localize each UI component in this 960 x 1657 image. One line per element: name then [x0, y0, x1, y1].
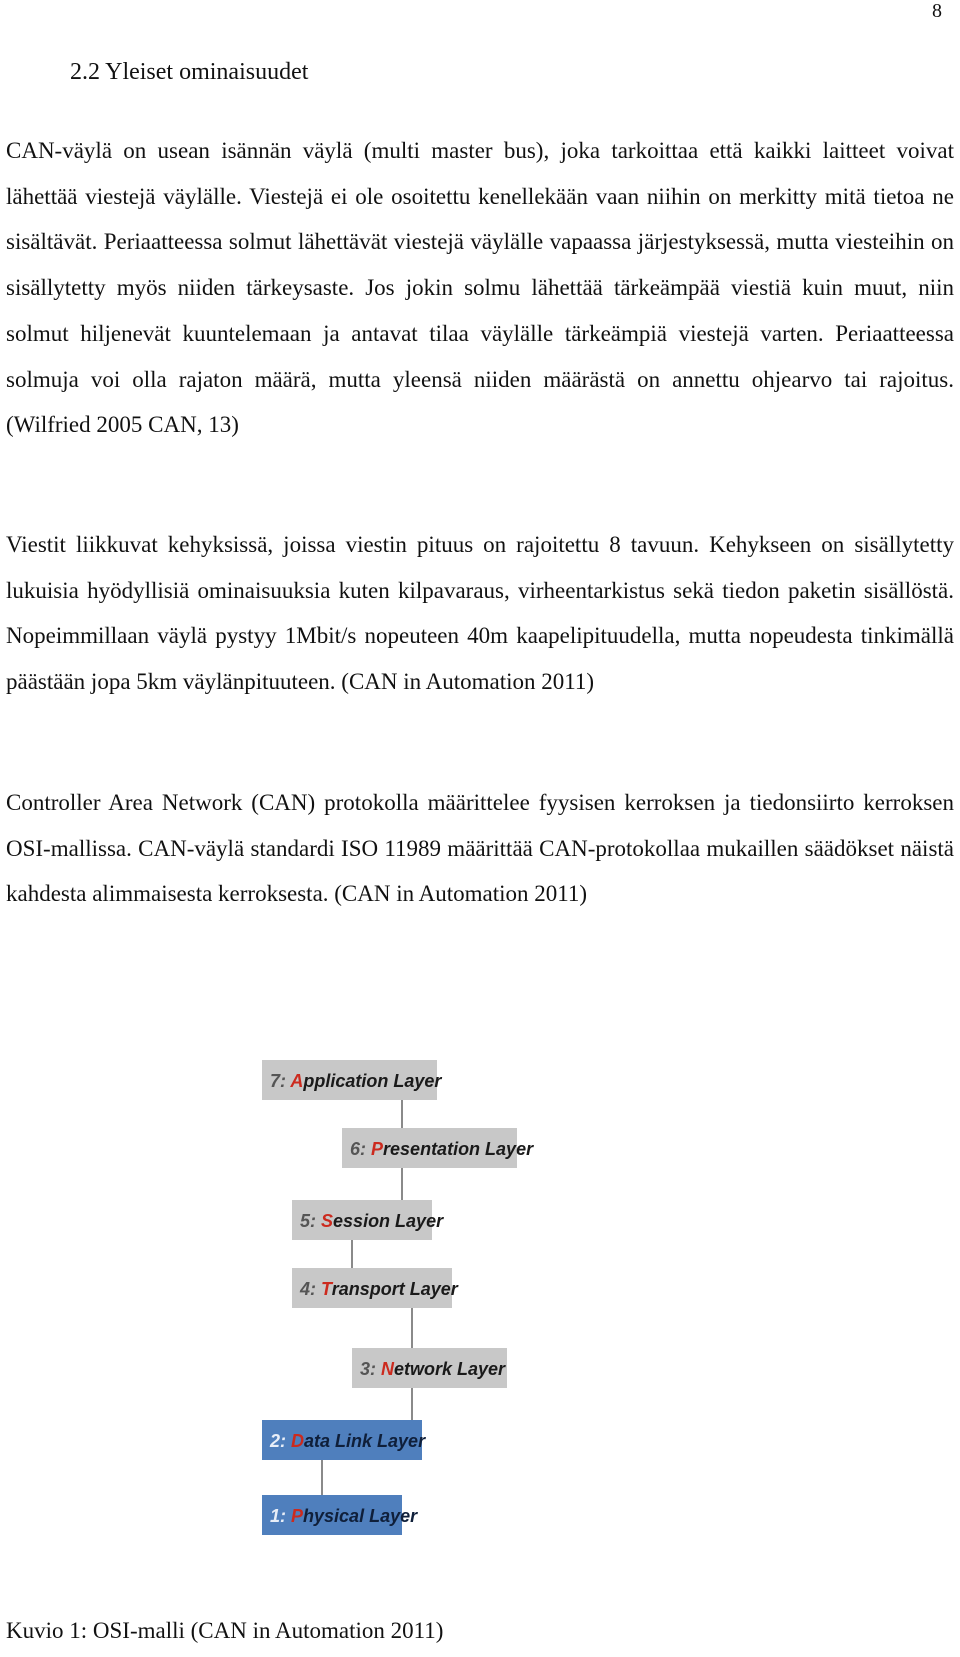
page-number: 8: [932, 0, 942, 22]
paragraph-1: CAN-väylä on usean isännän väylä (multi master bus), joka tarkoittaa että kaikki laitteet voivat lähettää viestejä väylälle. Viestejä ei ole osoitettu kenellekään vaan niihin on merkitty mitä tietoa ne sisältävät. Periaatteessa solmut lähettävät viestejä väylälle vapaassa järjestyksessä, mutta viesteihin on sisällytetty myös niiden tärkeysaste. Jos jokin solmu lähettää tärkeämpää viestiä kuin muut, niin solmut hiljenevät kuuntelemaan ja antavat tilaa väylälle tärkeämpiä viestejä varten. Periaatteessa solmuja voi olla rajaton määrä, mutta yleensä niiden määrästä on annettu ohjearvo tai rajoitus. (Wilfried 2005 CAN, 13): [6, 138, 954, 438]
layer-label: 5: Session Layer: [300, 1211, 444, 1231]
osi-layer-2: [262, 1420, 426, 1460]
layer-label: 3: Network Layer: [360, 1359, 506, 1379]
layer-label: 2: Data Link Layer: [270, 1431, 426, 1451]
osi-layer-4: [292, 1268, 459, 1308]
figure-caption: Kuvio 1: OSI-malli (CAN in Automation 2011): [6, 1618, 444, 1643]
layer-label: 7: Application Layer: [270, 1071, 442, 1091]
layer-label: 6: Presentation Layer: [350, 1139, 534, 1159]
layer-label: 1: Physical Layer: [270, 1506, 418, 1526]
osi-layer-6: [342, 1128, 534, 1168]
section-heading: 2.2 Yleiset ominaisuudet: [70, 59, 309, 85]
osi-layer-1: [262, 1495, 418, 1535]
osi-layer-5: [292, 1200, 444, 1240]
paragraph-2: Viestit liikkuvat kehyksissä, joissa viestin pituus on rajoitettu 8 tavuun. Kehykseen on sisällytetty lukuisia hyödyllisiä ominaisuuksia kuten kilpavaraus, virheentarkistus sekä tiedon paketin sisällöstä. Nopeimmillaan väylä pystyy 1Mbit/s nopeuteen 40m kaapelipituudella, mutta nopeudesta tinkimällä päästään jopa 5km väylänpituuteen. (CAN in Automation 2011): [6, 532, 954, 695]
osi-layer-3: [352, 1348, 507, 1388]
osi-layer-7: [262, 1060, 442, 1100]
layer-label: 4: Transport Layer: [300, 1279, 458, 1299]
paragraph-3: Controller Area Network (CAN) protokolla määrittelee fyysisen kerroksen ja tiedonsiirto kerroksen OSI-mallissa. CAN-väylä standardi ISO 11989 määrittää CAN-protokollaa mukaillen säädökset näistä kahdesta alimmaisesta kerroksesta. (CAN in Automation 2011): [6, 790, 954, 907]
osi-model-figure: [262, 1040, 542, 1580]
osi-layer-diagram: [262, 1040, 542, 1580]
